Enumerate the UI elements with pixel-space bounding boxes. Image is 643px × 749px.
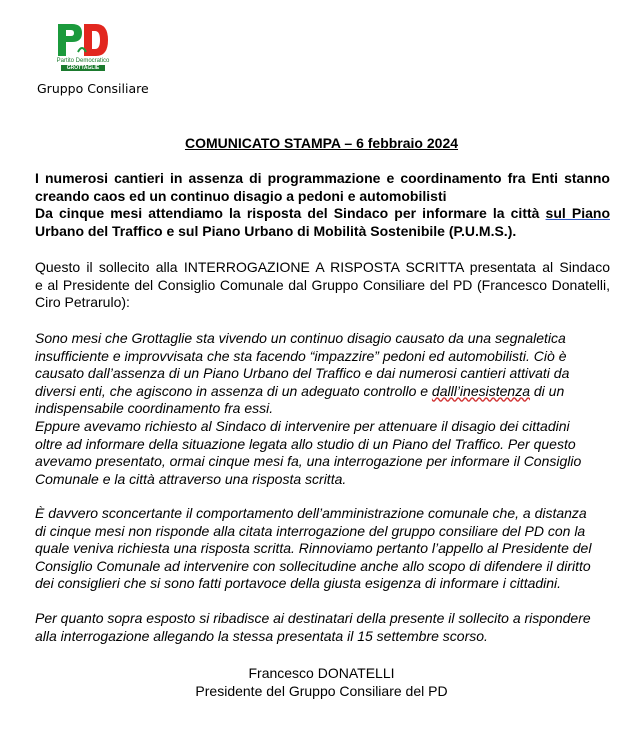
quote-line: oltre ad informare della situazione legata allo studio di un Piano del Traffico. Per questo [35, 435, 576, 452]
quote-line: È davvero sconcertante il comportamento dell’amministrazione comunale che, a distanza [35, 505, 587, 521]
press-release-title: COMUNICATO STAMPA – 6 febbraio 2024 [184, 135, 459, 151]
intro-line: Questo il sollecito alla INTERROGAZIONE A RISPOSTA SCRITTA presentata al Sindaco [35, 259, 610, 275]
quote-paragraph-3 [35, 610, 610, 645]
city-name: GROTTAGLIE [61, 65, 105, 71]
signatory-role: Presidente del Gruppo Consiliare del PD [195, 683, 448, 699]
quote-paragraph-2 [35, 505, 610, 593]
intro-line: Ciro Petrarulo): [35, 294, 130, 311]
quote-line [35, 383, 610, 401]
pd-logo [52, 18, 114, 78]
party-name: Partito Democratico [56, 58, 110, 64]
signature-block [0, 664, 643, 700]
quote-line: dei consiglieri che si sono fatti portavoce della giusta esigenza di informare i cittadini. [35, 575, 562, 592]
quote-line: insufficiente e improvvisata che sta facendo “impazzire” pedoni ed automobilisti. Ciò è [35, 347, 567, 364]
quote-line: Consiglio Comunale ad intervenire con sollecitudine anche allo scopo di difendere il diritto [35, 557, 591, 574]
quote-text: di un [529, 382, 565, 399]
quote-line: causato dall’assenza di un Piano Urbano del Traffico e dai numerosi cantieri attivati da [35, 365, 570, 382]
quote-line: Per quanto sopra esposto si ribadisce ai destinatari della presente il sollecito a rispondere [35, 610, 591, 626]
quote-text: diversi enti, che agiscono in assenza di un adeguato controllo e [35, 382, 432, 399]
group-name: Gruppo Consiliare [37, 81, 149, 96]
quote-line: Sono mesi che Grottaglie sta vivendo un continuo disagio causato da una segnaletica [35, 330, 566, 346]
underlined-text: sul Piano [545, 205, 610, 222]
quote-line: avevamo presentato, ormai cinque mesi fa, una interrogazione per informare il Consiglio [35, 453, 582, 470]
headline-line [35, 205, 610, 223]
headline-text: Da cinque mesi attendiamo la risposta del Sindaco per informare la città [35, 205, 546, 222]
quote-paragraph-1 [35, 330, 610, 488]
quote-line: indispensabile coordinamento fra essi. [35, 400, 274, 417]
pd-logo-mark [56, 22, 110, 58]
headline-line: I numerosi cantieri in assenza di programmazione e coordinamento fra Enti stanno [35, 170, 610, 186]
headline [35, 170, 610, 240]
quote-line: quale veniva richiesta una risposta scritta. Rinnoviamo pertanto l’appello al Presidente del [35, 540, 592, 557]
quote-line: alla interrogazione allegando la stessa presentata il 15 settembre scorso. [35, 627, 488, 644]
quote-line: di cinque mesi non risponde alla citata interrogazione del gruppo consiliare del PD con la [35, 522, 586, 539]
pd-logo-subtitle [52, 58, 114, 71]
headline-line: creando caos ed un continuo disagio a pedoni e automobilisti [35, 187, 447, 204]
misspelled-word: dalll’inesistenza [431, 382, 530, 399]
headline-line: Urbano del Traffico e sul Piano Urbano di Mobilità Sostenibile (P.U.M.S.). [35, 222, 517, 239]
signatory-name: Francesco DONATELLI [248, 665, 395, 681]
intro-paragraph [35, 259, 610, 312]
quote-line: Comunale e la città attraverso una risposta scritta. [35, 470, 347, 487]
quote-line: Eppure avevamo richiesto al Sindaco di intervenire per attenuare il disagio dei cittadini [35, 417, 570, 434]
intro-line: e al Presidente del Consiglio Comunale dal Gruppo Consiliare del PD (Francesco Donatelli, [35, 276, 610, 293]
